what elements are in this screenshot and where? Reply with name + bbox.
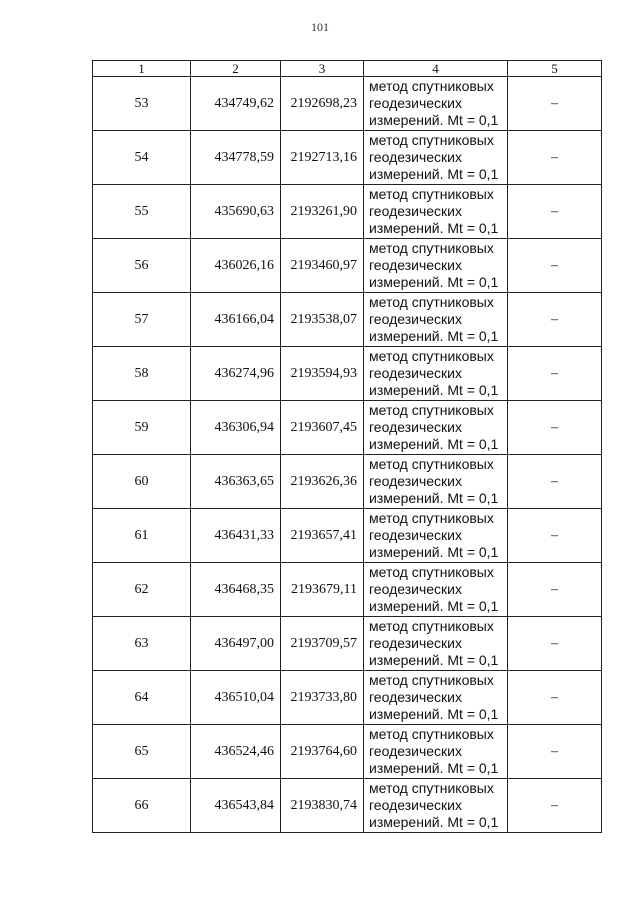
table-row [93, 671, 602, 725]
y-coordinate-cell: 2192698,23 [281, 77, 364, 131]
y-coordinate-cell: 2193261,90 [281, 185, 364, 239]
point-number-cell: 62 [93, 563, 191, 617]
y-coordinate-cell: 2193709,57 [281, 617, 364, 671]
x-coordinate-cell: 434778,59 [191, 131, 281, 185]
x-coordinate-cell: 436166,04 [191, 293, 281, 347]
column-5-cell: – [508, 239, 602, 293]
method-cell: метод спутниковых геодезических измерений. Mt = 0,1 [364, 509, 508, 563]
x-coordinate-cell: 436543,84 [191, 779, 281, 833]
x-coordinate-cell: 436026,16 [191, 239, 281, 293]
table-row [93, 725, 602, 779]
column-5-cell: – [508, 455, 602, 509]
method-cell: метод спутниковых геодезических измерений. Mt = 0,1 [364, 455, 508, 509]
method-cell: метод спутниковых геодезических измерений. Mt = 0,1 [364, 563, 508, 617]
table-row [93, 509, 602, 563]
column-5-cell: – [508, 77, 602, 131]
column-5-cell: – [508, 401, 602, 455]
point-number-cell: 55 [93, 185, 191, 239]
point-number-cell: 56 [93, 239, 191, 293]
point-number-cell: 53 [93, 77, 191, 131]
point-number-cell: 64 [93, 671, 191, 725]
y-coordinate-cell: 2193764,60 [281, 725, 364, 779]
table-header-row [93, 61, 602, 77]
x-coordinate-cell: 435690,63 [191, 185, 281, 239]
table-row [93, 617, 602, 671]
column-header-3: 3 [281, 61, 364, 77]
table-row [93, 77, 602, 131]
table-row [93, 563, 602, 617]
method-cell: метод спутниковых геодезических измерений. Mt = 0,1 [364, 617, 508, 671]
y-coordinate-cell: 2193538,07 [281, 293, 364, 347]
table-row [93, 455, 602, 509]
method-cell: метод спутниковых геодезических измерений. Mt = 0,1 [364, 347, 508, 401]
page-number: 101 [311, 20, 329, 34]
column-5-cell: – [508, 293, 602, 347]
x-coordinate-cell: 436497,00 [191, 617, 281, 671]
column-5-cell: – [508, 185, 602, 239]
point-number-cell: 60 [93, 455, 191, 509]
point-number-cell: 65 [93, 725, 191, 779]
point-number-cell: 66 [93, 779, 191, 833]
column-5-cell: – [508, 509, 602, 563]
x-coordinate-cell: 434749,62 [191, 77, 281, 131]
column-5-cell: – [508, 563, 602, 617]
x-coordinate-cell: 436431,33 [191, 509, 281, 563]
table-row [93, 131, 602, 185]
y-coordinate-cell: 2193626,36 [281, 455, 364, 509]
method-cell: метод спутниковых геодезических измерений. Mt = 0,1 [364, 131, 508, 185]
method-cell: метод спутниковых геодезических измерений. Mt = 0,1 [364, 77, 508, 131]
method-cell: метод спутниковых геодезических измерений. Mt = 0,1 [364, 185, 508, 239]
x-coordinate-cell: 436306,94 [191, 401, 281, 455]
column-5-cell: – [508, 671, 602, 725]
table-body [93, 77, 602, 833]
column-header-2: 2 [191, 61, 281, 77]
column-5-cell: – [508, 347, 602, 401]
column-5-cell: – [508, 131, 602, 185]
column-header-4: 4 [364, 61, 508, 77]
column-5-cell: – [508, 779, 602, 833]
method-cell: метод спутниковых геодезических измерений. Mt = 0,1 [364, 671, 508, 725]
x-coordinate-cell: 436468,35 [191, 563, 281, 617]
coordinates-table [92, 60, 602, 833]
table-row [93, 401, 602, 455]
method-cell: метод спутниковых геодезических измерений. Mt = 0,1 [364, 725, 508, 779]
table-row [93, 239, 602, 293]
x-coordinate-cell: 436274,96 [191, 347, 281, 401]
method-cell: метод спутниковых геодезических измерений. Mt = 0,1 [364, 293, 508, 347]
y-coordinate-cell: 2193607,45 [281, 401, 364, 455]
point-number-cell: 54 [93, 131, 191, 185]
y-coordinate-cell: 2192713,16 [281, 131, 364, 185]
point-number-cell: 59 [93, 401, 191, 455]
x-coordinate-cell: 436524,46 [191, 725, 281, 779]
x-coordinate-cell: 436510,04 [191, 671, 281, 725]
method-cell: метод спутниковых геодезических измерений. Mt = 0,1 [364, 779, 508, 833]
table-row [93, 293, 602, 347]
table-row [93, 347, 602, 401]
column-header-1: 1 [93, 61, 191, 77]
y-coordinate-cell: 2193460,97 [281, 239, 364, 293]
point-number-cell: 57 [93, 293, 191, 347]
point-number-cell: 58 [93, 347, 191, 401]
column-5-cell: – [508, 725, 602, 779]
y-coordinate-cell: 2193594,93 [281, 347, 364, 401]
y-coordinate-cell: 2193830,74 [281, 779, 364, 833]
column-5-cell: – [508, 617, 602, 671]
column-header-5: 5 [508, 61, 602, 77]
method-cell: метод спутниковых геодезических измерений. Mt = 0,1 [364, 239, 508, 293]
y-coordinate-cell: 2193657,41 [281, 509, 364, 563]
x-coordinate-cell: 436363,65 [191, 455, 281, 509]
method-cell: метод спутниковых геодезических измерений. Mt = 0,1 [364, 401, 508, 455]
table-row [93, 779, 602, 833]
y-coordinate-cell: 2193679,11 [281, 563, 364, 617]
y-coordinate-cell: 2193733,80 [281, 671, 364, 725]
point-number-cell: 63 [93, 617, 191, 671]
table-row [93, 185, 602, 239]
point-number-cell: 61 [93, 509, 191, 563]
